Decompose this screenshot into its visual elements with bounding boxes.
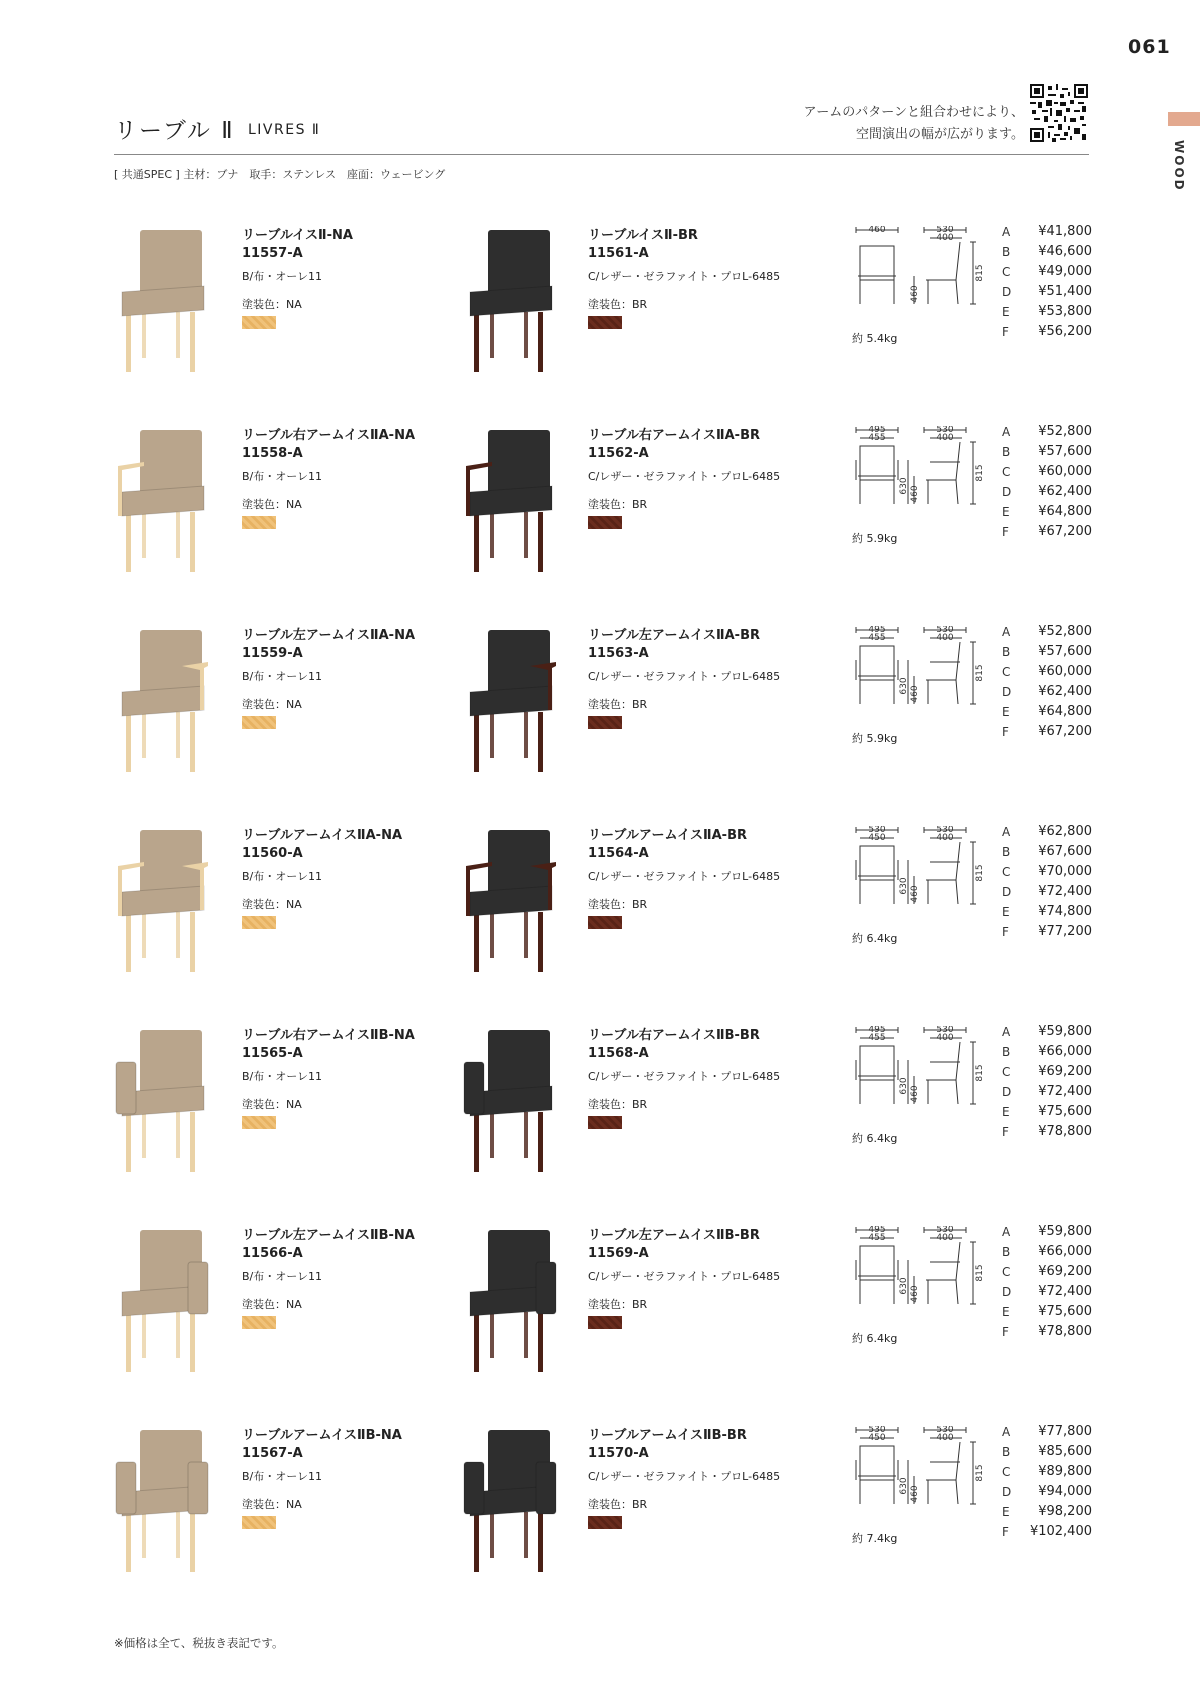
- dim-arm-height: 630: [899, 1077, 909, 1095]
- weight: 約 6.4kg: [852, 1332, 898, 1345]
- product-name-br: リーブル左アームイスⅡB-BR: [588, 1228, 760, 1243]
- product-name-br: リーブル右アームイスⅡB-BR: [588, 1028, 760, 1043]
- price-row: [1002, 902, 1092, 922]
- chair-photo-na: [112, 826, 212, 976]
- material-br: C/レザー・ゼラファイト・プロL-6485: [588, 870, 781, 883]
- dim-side-inner: 400: [936, 1233, 954, 1243]
- footnote: ※価格は全て、税抜き表記です。: [114, 1636, 284, 1650]
- price-grade: E: [1002, 1105, 1010, 1119]
- material-br: C/レザー・ゼラファイト・プロL-6485: [588, 670, 781, 683]
- price-grade: B: [1002, 445, 1011, 459]
- finish-swatch-br: [588, 916, 622, 929]
- price-value: ¥78,800: [1038, 1324, 1092, 1339]
- product-row: [0, 1422, 1200, 1622]
- price-grade: A: [1002, 825, 1011, 839]
- price-row: [1002, 222, 1092, 242]
- dim-arm-height: 630: [899, 477, 909, 495]
- dim-side-width: 530: [936, 1226, 954, 1235]
- product-name-na: リーブルアームイスⅡB-NA: [242, 1428, 402, 1443]
- finish-swatch-na: [242, 1516, 276, 1529]
- price-grade: C: [1002, 1265, 1011, 1279]
- weight: 約 6.4kg: [852, 932, 898, 945]
- price-row: [1002, 302, 1092, 322]
- price-table: [1002, 422, 1092, 542]
- page-title: リーブル Ⅱ: [114, 118, 235, 144]
- dim-side-width: 530: [936, 1026, 954, 1035]
- product-code-br: 11568-A: [588, 1046, 649, 1061]
- material-na: B/布・オーレ11: [242, 1270, 323, 1283]
- product-row: [0, 422, 1200, 622]
- price-row: [1002, 1102, 1092, 1122]
- price-grade: B: [1002, 1245, 1011, 1259]
- dim-front-width: 495: [868, 426, 886, 435]
- weight: 約 5.4kg: [852, 332, 898, 345]
- price-grade: A: [1002, 1025, 1011, 1039]
- finish-swatch-br: [588, 1516, 622, 1529]
- material-na: B/布・オーレ11: [242, 670, 323, 683]
- price-grade: A: [1002, 1225, 1011, 1239]
- paint-color-br: 塗装色：BR: [588, 1098, 648, 1111]
- dim-seat-height: 460: [910, 685, 920, 703]
- product-row: [0, 622, 1200, 822]
- chair-photo-na: [112, 626, 212, 776]
- chair-photo-br: [460, 626, 560, 776]
- paint-color-na: 塗装色：NA: [242, 298, 302, 311]
- page-subtitle: LIVRES Ⅱ: [248, 122, 321, 138]
- price-table: [1002, 822, 1092, 942]
- paint-color-na: 塗装色：NA: [242, 1498, 302, 1511]
- dimension-diagram: [848, 1226, 998, 1326]
- product-code-na: 11567-A: [242, 1446, 303, 1461]
- price-grade: A: [1002, 625, 1011, 639]
- chair-photo-na: [112, 426, 212, 576]
- product-code-br: 11564-A: [588, 846, 649, 861]
- price-value: ¥52,800: [1038, 624, 1092, 639]
- price-row: [1002, 1322, 1092, 1342]
- price-grade: F: [1002, 325, 1009, 339]
- dim-total-height: 815: [975, 264, 985, 282]
- price-grade: F: [1002, 1325, 1009, 1339]
- product-name-na: リーブル右アームイスⅡB-NA: [242, 1028, 415, 1043]
- finish-swatch-br: [588, 1316, 622, 1329]
- product-name-br: リーブルアームイスⅡA-BR: [588, 828, 747, 843]
- dim-total-height: 815: [975, 1064, 985, 1082]
- chair-photo-br: [460, 826, 560, 976]
- price-value: ¥64,800: [1038, 704, 1092, 719]
- price-grade: B: [1002, 645, 1011, 659]
- price-grade: F: [1002, 925, 1009, 939]
- price-row: [1002, 482, 1092, 502]
- price-row: [1002, 462, 1092, 482]
- dim-side-inner: 400: [936, 233, 954, 243]
- price-value: ¥62,800: [1038, 824, 1092, 839]
- dim-total-height: 815: [975, 464, 985, 482]
- paint-color-na: 塗装色：NA: [242, 1098, 302, 1111]
- dim-total-height: 815: [975, 1264, 985, 1282]
- dimension-diagram: [848, 826, 998, 926]
- price-value: ¥75,600: [1038, 1104, 1092, 1119]
- dim-front-width: 530: [868, 826, 886, 835]
- price-grade: E: [1002, 305, 1010, 319]
- price-row: [1002, 842, 1092, 862]
- dim-front-inner: 455: [868, 633, 886, 643]
- price-row: [1002, 1462, 1092, 1482]
- price-grade: D: [1002, 485, 1012, 499]
- chair-photo-na: [112, 1426, 212, 1576]
- price-value: ¥60,000: [1038, 464, 1092, 479]
- dim-side-width: 530: [936, 226, 954, 235]
- dim-total-height: 815: [975, 664, 985, 682]
- finish-swatch-br: [588, 516, 622, 529]
- material-na: B/布・オーレ11: [242, 870, 323, 883]
- dim-front-inner: 450: [868, 833, 886, 843]
- price-grade: E: [1002, 1305, 1010, 1319]
- price-table: [1002, 1222, 1092, 1342]
- product-name-na: リーブルアームイスⅡA-NA: [242, 828, 403, 843]
- price-row: [1002, 682, 1092, 702]
- dimension-diagram: [848, 1426, 998, 1526]
- dimension-diagram: [848, 1026, 998, 1126]
- paint-color-br: 塗装色：BR: [588, 898, 648, 911]
- weight: 約 7.4kg: [852, 1532, 898, 1545]
- product-code-br: 11570-A: [588, 1446, 649, 1461]
- dim-seat-height: 460: [910, 1485, 920, 1503]
- chair-photo-na: [112, 226, 212, 376]
- price-row: [1002, 1082, 1092, 1102]
- price-value: ¥77,800: [1038, 1424, 1092, 1439]
- price-row: [1002, 282, 1092, 302]
- price-row: [1002, 1022, 1092, 1042]
- price-value: ¥52,800: [1038, 424, 1092, 439]
- price-value: ¥53,800: [1038, 304, 1092, 319]
- price-value: ¥67,200: [1038, 724, 1092, 739]
- finish-swatch-na: [242, 916, 276, 929]
- price-value: ¥85,600: [1038, 1444, 1092, 1459]
- tagline: [804, 102, 1024, 146]
- price-grade: C: [1002, 865, 1011, 879]
- price-row: [1002, 882, 1092, 902]
- price-row: [1002, 1522, 1092, 1542]
- product-row: [0, 1222, 1200, 1422]
- price-value: ¥74,800: [1038, 904, 1092, 919]
- material-br: C/レザー・ゼラファイト・プロL-6485: [588, 270, 781, 283]
- dimension-diagram: [848, 426, 998, 526]
- price-row: [1002, 1502, 1092, 1522]
- price-row: [1002, 502, 1092, 522]
- chair-photo-br: [460, 1426, 560, 1576]
- price-grade: A: [1002, 1425, 1011, 1439]
- price-value: ¥62,400: [1038, 684, 1092, 699]
- common-spec: [ 共通SPEC ] 主材：ブナ 取手：ステンレス 座面：ウェービング: [114, 168, 446, 181]
- finish-swatch-na: [242, 1116, 276, 1129]
- product-name-br: リーブルアームイスⅡB-BR: [588, 1428, 747, 1443]
- dim-front-inner: 455: [868, 1033, 886, 1043]
- price-value: ¥69,200: [1038, 1264, 1092, 1279]
- page-number: 061: [1128, 36, 1171, 58]
- material-br: C/レザー・ゼラファイト・プロL-6485: [588, 1270, 781, 1283]
- product-row: [0, 822, 1200, 1022]
- price-row: [1002, 1042, 1092, 1062]
- dim-side-inner: 400: [936, 633, 954, 643]
- price-value: ¥72,400: [1038, 1084, 1092, 1099]
- price-value: ¥57,600: [1038, 644, 1092, 659]
- product-code-na: 11560-A: [242, 846, 303, 861]
- price-value: ¥59,800: [1038, 1224, 1092, 1239]
- material-br: C/レザー・ゼラファイト・プロL-6485: [588, 1470, 781, 1483]
- price-grade: F: [1002, 725, 1009, 739]
- finish-swatch-na: [242, 316, 276, 329]
- dim-front-width: 495: [868, 1026, 886, 1035]
- finish-swatch-na: [242, 516, 276, 529]
- product-row: [0, 222, 1200, 422]
- price-value: ¥70,000: [1038, 864, 1092, 879]
- price-row: [1002, 522, 1092, 542]
- product-name-br: リーブルイスⅡ-BR: [588, 228, 698, 243]
- price-row: [1002, 1242, 1092, 1262]
- chair-photo-br: [460, 1226, 560, 1376]
- product-code-br: 11561-A: [588, 246, 649, 261]
- dim-arm-height: 630: [899, 877, 909, 895]
- price-row: [1002, 422, 1092, 442]
- dimension-diagram: [848, 226, 998, 326]
- product-name-na: リーブル左アームイスⅡB-NA: [242, 1228, 415, 1243]
- price-grade: C: [1002, 1065, 1011, 1079]
- paint-color-br: 塗装色：BR: [588, 498, 648, 511]
- price-row: [1002, 702, 1092, 722]
- price-grade: B: [1002, 1045, 1011, 1059]
- price-grade: D: [1002, 885, 1012, 899]
- price-value: ¥98,200: [1038, 1504, 1092, 1519]
- dim-side-inner: 400: [936, 1433, 954, 1443]
- weight: 約 6.4kg: [852, 1132, 898, 1145]
- price-value: ¥69,200: [1038, 1064, 1092, 1079]
- price-grade: B: [1002, 1445, 1011, 1459]
- price-grade: E: [1002, 905, 1010, 919]
- price-row: [1002, 1442, 1092, 1462]
- paint-color-br: 塗装色：BR: [588, 1298, 648, 1311]
- dim-front-width: 495: [868, 1226, 886, 1235]
- price-value: ¥41,800: [1038, 224, 1092, 239]
- price-row: [1002, 922, 1092, 942]
- price-grade: F: [1002, 1525, 1009, 1539]
- weight: 約 5.9kg: [852, 732, 898, 745]
- dim-seat-height: 460: [910, 485, 920, 503]
- price-grade: D: [1002, 285, 1012, 299]
- dim-total-height: 815: [975, 1464, 985, 1482]
- price-value: ¥75,600: [1038, 1304, 1092, 1319]
- price-value: ¥60,000: [1038, 664, 1092, 679]
- price-value: ¥66,000: [1038, 1044, 1092, 1059]
- dim-total-height: 815: [975, 864, 985, 882]
- price-value: ¥102,400: [1029, 1524, 1092, 1539]
- price-row: [1002, 262, 1092, 282]
- price-value: ¥77,200: [1038, 924, 1092, 939]
- product-code-na: 11559-A: [242, 646, 303, 661]
- product-name-na: リーブル右アームイスⅡA-NA: [242, 428, 416, 443]
- chair-photo-na: [112, 1226, 212, 1376]
- dim-front-inner: 455: [868, 1233, 886, 1243]
- dim-seat-height: 460: [910, 885, 920, 903]
- price-grade: E: [1002, 1505, 1010, 1519]
- price-grade: D: [1002, 685, 1012, 699]
- price-value: ¥59,800: [1038, 1024, 1092, 1039]
- dim-front-inner: 455: [868, 433, 886, 443]
- material-na: B/布・オーレ11: [242, 270, 323, 283]
- dim-side-width: 530: [936, 1426, 954, 1435]
- finish-swatch-br: [588, 716, 622, 729]
- tagline-line-2: 空間演出の幅が広がります。: [856, 127, 1024, 142]
- tagline-line-1: アームのパターンと組合わせにより、: [803, 105, 1024, 120]
- price-grade: E: [1002, 505, 1010, 519]
- price-grade: D: [1002, 1485, 1012, 1499]
- price-grade: A: [1002, 425, 1011, 439]
- paint-color-na: 塗装色：NA: [242, 498, 302, 511]
- price-row: [1002, 1262, 1092, 1282]
- finish-swatch-br: [588, 1116, 622, 1129]
- price-row: [1002, 862, 1092, 882]
- product-code-na: 11557-A: [242, 246, 303, 261]
- material-na: B/布・オーレ11: [242, 470, 323, 483]
- paint-color-na: 塗装色：NA: [242, 1298, 302, 1311]
- price-row: [1002, 1282, 1092, 1302]
- chair-photo-na: [112, 1026, 212, 1176]
- paint-color-br: 塗装色：BR: [588, 1498, 648, 1511]
- product-code-na: 11558-A: [242, 446, 303, 461]
- dim-front-width: 530: [868, 1426, 886, 1435]
- price-value: ¥67,200: [1038, 524, 1092, 539]
- price-value: ¥62,400: [1038, 484, 1092, 499]
- price-row: [1002, 1122, 1092, 1142]
- dim-seat-height: 460: [910, 1285, 920, 1303]
- product-code-na: 11566-A: [242, 1246, 303, 1261]
- dim-side-width: 530: [936, 826, 954, 835]
- price-row: [1002, 1222, 1092, 1242]
- price-value: ¥49,000: [1038, 264, 1092, 279]
- price-value: ¥72,400: [1038, 884, 1092, 899]
- product-name-br: リーブル左アームイスⅡA-BR: [588, 628, 760, 643]
- price-grade: C: [1002, 1465, 1011, 1479]
- dim-seat-height: 460: [910, 1085, 920, 1103]
- price-grade: F: [1002, 1125, 1009, 1139]
- price-grade: B: [1002, 245, 1011, 259]
- header-divider: [114, 154, 1089, 155]
- price-row: [1002, 642, 1092, 662]
- price-grade: D: [1002, 1285, 1012, 1299]
- dim-side-width: 530: [936, 426, 954, 435]
- price-table: [1002, 622, 1092, 742]
- paint-color-br: 塗装色：BR: [588, 698, 648, 711]
- price-value: ¥56,200: [1038, 324, 1092, 339]
- price-grade: E: [1002, 705, 1010, 719]
- chair-photo-br: [460, 426, 560, 576]
- material-br: C/レザー・ゼラファイト・プロL-6485: [588, 1070, 781, 1083]
- price-row: [1002, 662, 1092, 682]
- price-value: ¥51,400: [1038, 284, 1092, 299]
- product-name-na: リーブル左アームイスⅡA-NA: [242, 628, 416, 643]
- price-row: [1002, 442, 1092, 462]
- price-table: [1002, 222, 1092, 342]
- price-value: ¥67,600: [1038, 844, 1092, 859]
- paint-color-na: 塗装色：NA: [242, 898, 302, 911]
- price-value: ¥72,400: [1038, 1284, 1092, 1299]
- product-row: [0, 1022, 1200, 1222]
- price-value: ¥64,800: [1038, 504, 1092, 519]
- price-grade: D: [1002, 1085, 1012, 1099]
- finish-swatch-na: [242, 716, 276, 729]
- price-value: ¥78,800: [1038, 1124, 1092, 1139]
- dim-arm-height: 630: [899, 1277, 909, 1295]
- price-value: ¥46,600: [1038, 244, 1092, 259]
- dim-front-width: 460: [868, 226, 886, 235]
- dim-seat-height: 460: [910, 285, 920, 303]
- finish-swatch-br: [588, 316, 622, 329]
- material-br: C/レザー・ゼラファイト・プロL-6485: [588, 470, 781, 483]
- price-row: [1002, 1302, 1092, 1322]
- price-value: ¥94,000: [1038, 1484, 1092, 1499]
- price-row: [1002, 1062, 1092, 1082]
- qr-code-icon[interactable]: [1030, 84, 1088, 142]
- section-tab-marker: [1168, 112, 1200, 126]
- price-value: ¥66,000: [1038, 1244, 1092, 1259]
- dim-side-inner: 400: [936, 1033, 954, 1043]
- price-grade: B: [1002, 845, 1011, 859]
- product-code-br: 11563-A: [588, 646, 649, 661]
- dim-side-inner: 400: [936, 833, 954, 843]
- paint-color-br: 塗装色：BR: [588, 298, 648, 311]
- product-code-br: 11569-A: [588, 1246, 649, 1261]
- chair-photo-br: [460, 1026, 560, 1176]
- dim-side-inner: 400: [936, 433, 954, 443]
- product-name-na: リーブルイスⅡ-NA: [242, 228, 353, 243]
- price-row: [1002, 1482, 1092, 1502]
- chair-photo-br: [460, 226, 560, 376]
- dim-arm-height: 630: [899, 677, 909, 695]
- price-row: [1002, 1422, 1092, 1442]
- product-code-br: 11562-A: [588, 446, 649, 461]
- price-grade: A: [1002, 225, 1011, 239]
- dim-front-width: 495: [868, 626, 886, 635]
- price-row: [1002, 322, 1092, 342]
- price-grade: F: [1002, 525, 1009, 539]
- price-row: [1002, 722, 1092, 742]
- price-row: [1002, 822, 1092, 842]
- material-na: B/布・オーレ11: [242, 1070, 323, 1083]
- paint-color-na: 塗装色：NA: [242, 698, 302, 711]
- dim-side-width: 530: [936, 626, 954, 635]
- finish-swatch-na: [242, 1316, 276, 1329]
- dimension-diagram: [848, 626, 998, 726]
- product-code-na: 11565-A: [242, 1046, 303, 1061]
- product-name-br: リーブル右アームイスⅡA-BR: [588, 428, 760, 443]
- price-value: ¥89,800: [1038, 1464, 1092, 1479]
- price-grade: C: [1002, 665, 1011, 679]
- price-table: [1002, 1022, 1092, 1142]
- price-value: ¥57,600: [1038, 444, 1092, 459]
- price-grade: C: [1002, 265, 1011, 279]
- price-row: [1002, 622, 1092, 642]
- dim-arm-height: 630: [899, 1477, 909, 1495]
- material-na: B/布・オーレ11: [242, 1470, 323, 1483]
- dim-front-inner: 450: [868, 1433, 886, 1443]
- price-table: [1002, 1422, 1092, 1542]
- price-grade: C: [1002, 465, 1011, 479]
- price-row: [1002, 242, 1092, 262]
- section-label: WOOD: [1172, 140, 1186, 192]
- weight: 約 5.9kg: [852, 532, 898, 545]
